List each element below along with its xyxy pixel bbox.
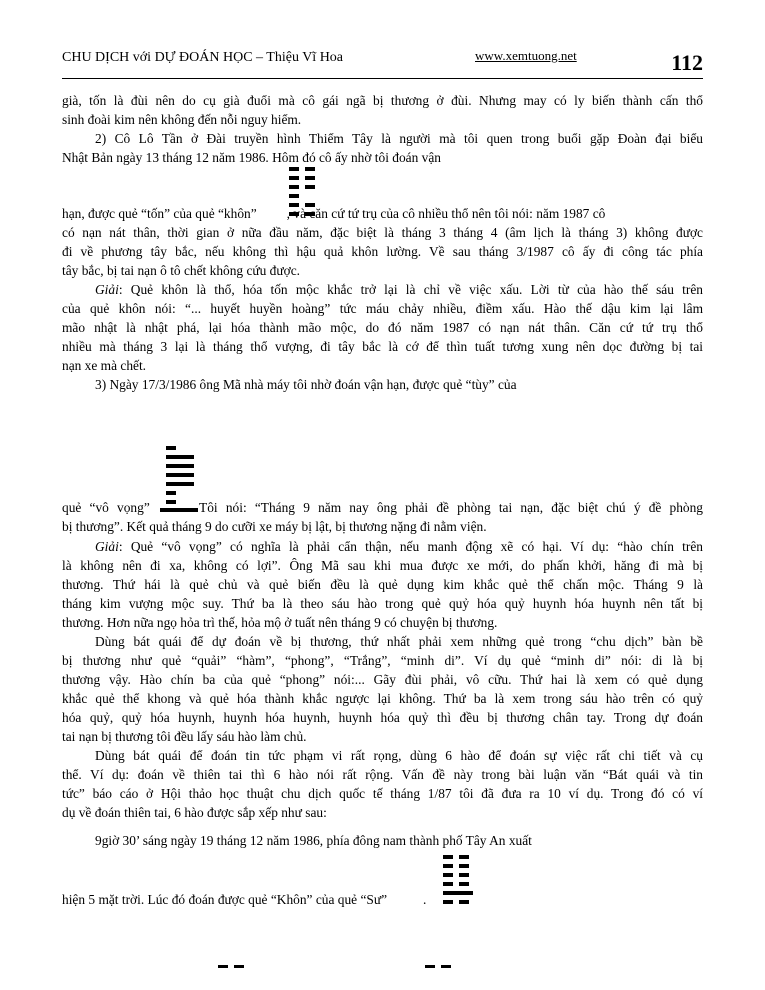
page-header bbox=[62, 46, 703, 79]
text-line: già, tốn là đùi nên do cụ già đuổi mà cô gái ngã bị thương ở đùi. Nhưng may có ly biến thành cấn thổ bbox=[62, 93, 703, 108]
text-line: có nạn nát thân, thời gian ở nữa đầu năm, đặc biệt là tháng 3 tháng 4 (âm lịch là tháng 3) không được bbox=[62, 225, 703, 240]
text-line: hóa quỷ, quỷ hóa huynh, huynh hóa huynh, huynh hóa quỷ thì đều bị thương chân tay. Trong dự đoán bbox=[62, 710, 703, 725]
hexagram-line-fragment-right bbox=[425, 963, 457, 971]
broken-line-icon bbox=[218, 963, 250, 971]
text-line bbox=[62, 890, 426, 909]
text-line: bị thương như quẻ “quải” “hàm”, “phong”, “Trắng”, “minh di”. Ví dụ quẻ “minh di” nói: di là bị bbox=[62, 653, 703, 668]
text-line: thể. Ví dụ: đoán về thiên tai thì 6 hào nói rất rộng. Vấn đề này trong bài luận văn “Bát quái và tin bbox=[62, 767, 703, 782]
page-number: 112 bbox=[671, 50, 703, 75]
text-segment: hiện 5 mặt trời. Lúc đó đoán được quẻ “Khôn” của quẻ “Sư” bbox=[62, 892, 388, 907]
giai-label: Giải bbox=[95, 282, 119, 297]
text-segment: : Quẻ “vô vọng” có nghĩa là phải cẩn thận, nếu manh động xẽ có hại. Ví dụ: “hào chín trên bbox=[118, 539, 703, 554]
text-line bbox=[95, 537, 703, 556]
text-segment: hạn, được quẻ “tốn” của quẻ “khôn” bbox=[62, 206, 257, 221]
text-line: đi về phương tây bắc, nếu không thì hậu quả khôn lường. Về sau tháng 3/1987 cô ấy đi công tác phía bbox=[62, 244, 703, 259]
text-line: nhiều mà tháng 3 lại là tháng thổ vượng, đi tây bắc là cớ để thìn tuất tương xung nên dọc đường bị tai bbox=[62, 339, 703, 354]
text-line: là không nên đi xa, không có lợi”. Ông Mã sau khi mua được xe mới, do phấn khởi, hăng đi mà bị bbox=[62, 558, 703, 573]
text-line bbox=[62, 498, 703, 517]
hexagram-line-fragment-left bbox=[218, 963, 250, 971]
text-line: Nhật Bản ngày 13 tháng 12 năm 1986. Hôm đó cô ấy nhờ tôi đoán vận bbox=[62, 150, 441, 165]
text-line: tai nạn bị thương tôi đều lấy sáu hào làm chủ. bbox=[62, 729, 307, 744]
text-segment: . Tôi nói: “Tháng 9 năm nay ông phải đề phòng tai nạn, đặc biệt chú ý đề phòng bbox=[187, 500, 703, 515]
text-line: tây bắc, bị tai nạn ô tô chết không cứu được. bbox=[62, 263, 301, 278]
text-line: 9giờ 30’ sáng ngày 19 tháng 12 năm 1986, phía đông nam thành phố Tây An xuất bbox=[95, 833, 532, 848]
text-line: bị thương”. Kết quả tháng 9 do cưỡi xe máy bị lật, bị thương nặng đi nằm viện. bbox=[62, 519, 487, 534]
text-line: tức” báo cáo ở Hội thảo học thuật chu dịch quốc tế tháng 1/87 tôi đã đưa ra 10 ví dụ. Trong đó có ví bbox=[62, 786, 703, 801]
text-segment: , và căn cứ tứ trụ của cô nhiều thổ nên tôi nói: năm 1987 cô bbox=[286, 206, 606, 221]
text-line: thương. Hơn nữa ngọ hỏa trì thế, hỏa mộ ở tuất nên tháng 9 có chuyện bị thương. bbox=[62, 615, 498, 630]
text-line: 2) Cô Lô Tần ở Đài truyền hình Thiểm Tây là người mà tôi quen trong buổi gặp Đoàn đại biểu bbox=[95, 131, 703, 146]
giai-label: Giải bbox=[95, 539, 119, 554]
text-line: thương. Thứ hái là quẻ chủ và quẻ biến đều là quẻ dụng kim khắc quẻ thể chấn mộc. Tháng 9 là bbox=[62, 577, 703, 592]
text-line bbox=[62, 204, 605, 223]
text-line bbox=[95, 280, 703, 299]
text-line: khắc quẻ thể khong và quẻ hóa thành khắc ngược lại không. Thứ ba là xem trong sáu hào trên có quỷ bbox=[62, 691, 703, 706]
text-segment: quẻ “vô vọng” bbox=[62, 500, 150, 515]
text-line: 3) Ngày 17/3/1986 ông Mã nhà máy tôi nhờ đoán vận hạn, được quẻ “tùy” của bbox=[95, 377, 517, 392]
text-segment: . bbox=[423, 892, 427, 907]
broken-line-icon bbox=[425, 963, 457, 971]
hexagram-su bbox=[443, 853, 479, 909]
hexagram-su-icon bbox=[443, 853, 479, 909]
text-line: dụ về đoán thiên tai, 6 hào được sắp xếp như sau: bbox=[62, 805, 327, 820]
text-line: thương vậy. Hào chín ba của quẻ “phong” nói:... Gãy đùi phải, vô cữu. Thứ hai là xem có quẻ dụng bbox=[62, 672, 703, 687]
text-line: nạn xe mà chết. bbox=[62, 358, 147, 373]
website-link[interactable]: www.xemtuong.net bbox=[475, 48, 577, 63]
text-line: Dùng bát quái để đoán tin tức phạm vi rất rọng, dùng 6 hào để đoán sự việc rất chi tiết và cụ bbox=[95, 748, 703, 763]
book-title: CHU DỊCH với DỰ ĐOÁN HỌC – Thiệu Vĩ Hoa bbox=[62, 50, 344, 65]
text-line: sinh đoài kim nên không đến nỗi nguy hiểm. bbox=[62, 112, 302, 127]
text-line: tháng kim vượng mộc suy. Thứ ba là theo sáu hào trong quẻ quỷ hóa quỷ huynh hóa huynh nên tất bị bbox=[62, 596, 703, 611]
text-line: mão nhật là nhật phá, lại hóa thành mão mộc, do đó năm 1987 có nạn nát thân. Căn cứ tứ trụ thổ bbox=[62, 320, 703, 335]
text-line: của quẻ khôn nói: “... huyết huyền hoàng” tức máu chảy nhiều, điềm xấu. Hào thế dậu kim lại lâm bbox=[62, 301, 703, 316]
text-line: Dùng bát quái để dự đoán về bị thương, thứ nhất phải xem những quẻ trong “chu dịch” bàn bề bbox=[95, 634, 703, 649]
text-segment: : Quẻ khôn là thổ, hóa tốn mộc khắc trở lại là chỉ về việc xấu. Lời từ của hào thế sáu trên bbox=[118, 282, 703, 297]
